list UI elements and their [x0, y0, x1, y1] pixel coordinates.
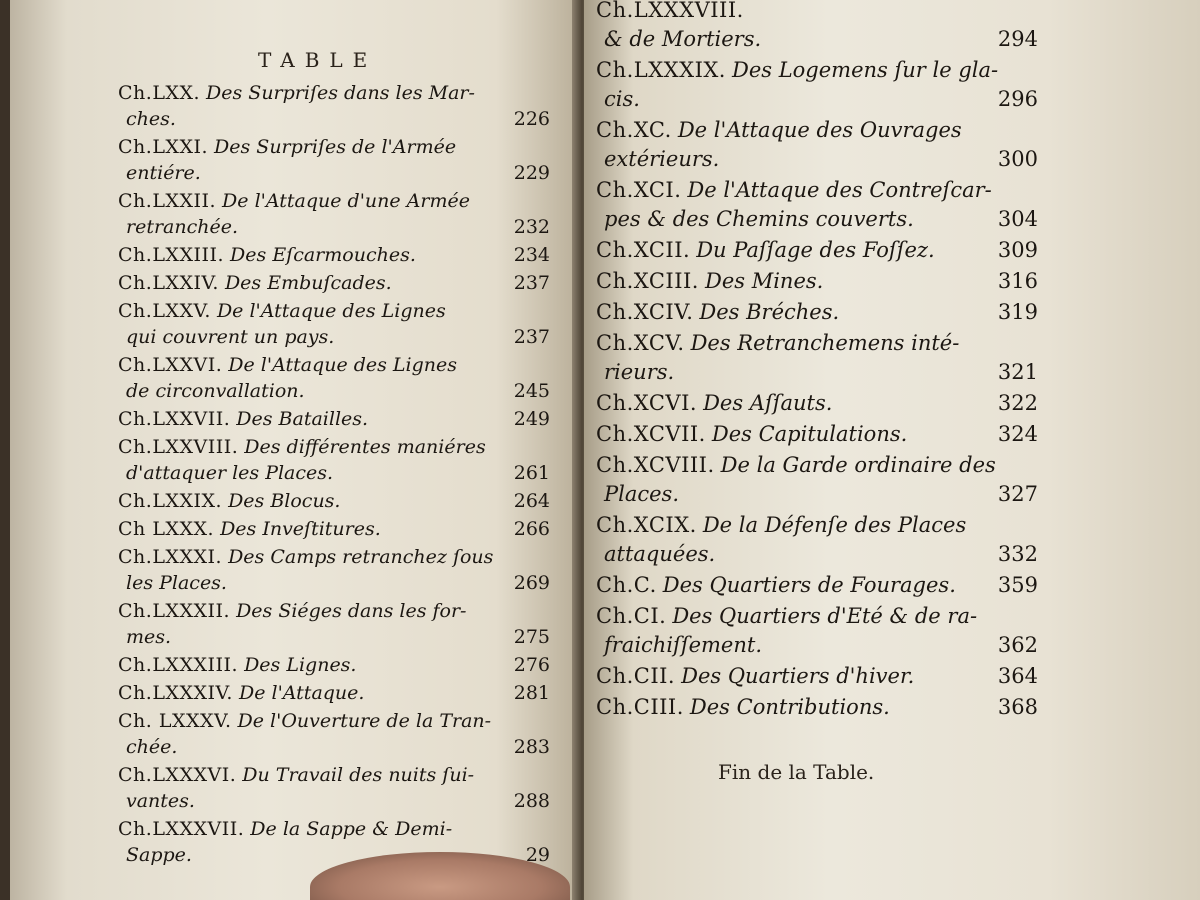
- toc-entry: [118, 516, 550, 542]
- chapter-number: Ch LXXX.: [118, 518, 215, 540]
- chapter-number: Ch.LXXXVII.: [118, 818, 245, 840]
- toc-entry: [118, 298, 550, 350]
- chapter-title-continuation: cis.: [604, 87, 640, 111]
- chapter-number: Ch.XC.: [596, 118, 672, 142]
- toc-entry-line: [596, 420, 1038, 449]
- toc-entry: [118, 352, 550, 404]
- chapter-number: Ch. LXXXV.: [118, 710, 232, 732]
- toc-entry-continuation: [596, 480, 1038, 509]
- toc-entry-line: [596, 571, 1038, 600]
- chapter-number: Ch.LXXI.: [118, 136, 209, 158]
- toc-entry-continuation: [596, 540, 1038, 569]
- toc-entry: [118, 652, 550, 678]
- chapter-title: De la Garde ordinaire des: [720, 453, 996, 477]
- chapter-number: Ch.XCVIII.: [596, 453, 715, 477]
- toc-entry-line: [118, 652, 550, 678]
- toc-entry-line: [596, 511, 1038, 540]
- toc-entry: [596, 451, 1038, 509]
- toc-entry-continuation: [596, 25, 1038, 54]
- page-number: 309: [997, 238, 1038, 262]
- chapter-title: Des Capitulations.: [711, 422, 908, 446]
- chapter-title-continuation: rieurs.: [604, 360, 675, 384]
- toc-entry: [118, 434, 550, 486]
- chapter-number: Ch.LXX.: [118, 82, 201, 104]
- toc-entry-line: [596, 116, 1038, 145]
- page-number: 327: [997, 482, 1038, 506]
- toc-entry-continuation: [118, 570, 550, 596]
- chapter-number: Ch.LXXIX.: [118, 490, 223, 512]
- chapter-title-continuation: pes & des Chemins couverts.: [604, 207, 914, 231]
- chapter-number: Ch.LXXIV.: [118, 272, 219, 294]
- toc-entry-line: [596, 56, 1038, 85]
- chapter-number: Ch.XCIV.: [596, 300, 694, 324]
- chapter-title: Des Bréches.: [699, 300, 840, 324]
- chapter-title-continuation: chée.: [126, 736, 178, 758]
- toc-entry-line: [118, 434, 550, 460]
- toc-entry: [596, 571, 1038, 600]
- toc-entry: [596, 176, 1038, 234]
- chapter-number: Ch.LXXII.: [118, 190, 217, 212]
- chapter-title: Des Logemens ſur le gla-: [732, 58, 999, 82]
- chapter-title-continuation: Places.: [604, 482, 680, 506]
- page-number: 359: [997, 573, 1038, 597]
- toc-entry-continuation: [118, 160, 550, 186]
- chapter-number: Ch.CI.: [596, 604, 667, 628]
- page-number: 364: [997, 664, 1038, 688]
- chapter-title: Des Inveſtitures.: [220, 518, 381, 540]
- chapter-number: Ch.XCI.: [596, 178, 682, 202]
- chapter-number: Ch.LXXV.: [118, 300, 211, 322]
- page-number: 229: [513, 162, 550, 184]
- chapter-title-continuation: mes.: [126, 626, 172, 648]
- chapter-title: De l'Attaque des Lignes: [216, 300, 446, 322]
- chapter-title: Des Batailles.: [236, 408, 369, 430]
- page-number: 237: [513, 272, 550, 294]
- left-entry-list: [118, 80, 550, 870]
- page-number: 296: [997, 87, 1038, 111]
- toc-entry: [596, 116, 1038, 174]
- toc-entry: [596, 602, 1038, 660]
- toc-entry-continuation: [118, 106, 550, 132]
- chapter-title: De l'Attaque des Lignes: [228, 354, 458, 376]
- toc-entry-continuation: [596, 85, 1038, 114]
- toc-entry: [596, 511, 1038, 569]
- page-number: 269: [513, 572, 550, 594]
- page-number: 249: [513, 408, 550, 430]
- chapter-number: Ch.LXXVI.: [118, 354, 223, 376]
- chapter-title: Du Paſſage des Foſſez.: [696, 238, 935, 262]
- toc-entry-line: [118, 352, 550, 378]
- toc-entry: [596, 693, 1038, 722]
- chapter-title-continuation: vantes.: [126, 790, 195, 812]
- toc-entry: [118, 242, 550, 268]
- toc-entry-line: [596, 451, 1038, 480]
- chapter-number: Ch.XCVI.: [596, 391, 698, 415]
- toc-entry-line: [118, 242, 550, 268]
- chapter-title: De l'Attaque d'une Armée: [222, 190, 470, 212]
- chapter-title: Des Siéges dans les for-: [236, 600, 467, 622]
- chapter-title-continuation: fraichiſſement.: [604, 633, 763, 657]
- page-number: 281: [513, 682, 550, 704]
- toc-entry: [596, 0, 1038, 54]
- toc-entry: [118, 270, 550, 296]
- page-number: 234: [513, 244, 550, 266]
- toc-entry-continuation: [118, 324, 550, 350]
- toc-entry-continuation: [596, 631, 1038, 660]
- toc-entry: [118, 188, 550, 240]
- chapter-title-continuation: les Places.: [126, 572, 227, 594]
- chapter-number: Ch.LXXXIV.: [118, 682, 233, 704]
- chapter-number: Ch.LXXVII.: [118, 408, 231, 430]
- chapter-number: Ch.CII.: [596, 664, 676, 688]
- chapter-number: Ch.CIII.: [596, 695, 684, 719]
- chapter-title: Des Contributions.: [689, 695, 890, 719]
- toc-entry: [118, 598, 550, 650]
- toc-entry-line: [118, 298, 550, 324]
- toc-entry-line: [596, 0, 1038, 25]
- chapter-title: De la Sappe & Demi-: [250, 818, 453, 840]
- chapter-title: Des Quartiers d'hiver.: [681, 664, 915, 688]
- chapter-title: Des Surpriſes dans les Mar-: [206, 82, 475, 104]
- page-number: 288: [513, 790, 550, 812]
- toc-entry-continuation: [118, 788, 550, 814]
- chapter-number: Ch.XCIII.: [596, 269, 699, 293]
- toc-entry-line: [596, 267, 1038, 296]
- end-of-table-text: Fin de la Table.: [718, 760, 875, 784]
- chapter-title-continuation: attaquées.: [604, 542, 716, 566]
- toc-entry: [596, 298, 1038, 327]
- chapter-title: De l'Attaque des Contreſcar-: [687, 178, 992, 202]
- page-number: 322: [997, 391, 1038, 415]
- toc-entry-continuation: [596, 205, 1038, 234]
- page-number: 237: [513, 326, 550, 348]
- toc-entry-line: [596, 662, 1038, 691]
- toc-entry-line: [118, 598, 550, 624]
- toc-entry: [596, 389, 1038, 418]
- chapter-title: De l'Attaque des Ouvrages: [677, 118, 962, 142]
- chapter-title: Des Quartiers d'Eté & de ra-: [672, 604, 978, 628]
- page-number: 276: [513, 654, 550, 676]
- chapter-title: Des Surpriſes de l'Armée: [214, 136, 457, 158]
- chapter-title: De l'Attaque.: [238, 682, 365, 704]
- page-number: 29: [525, 844, 550, 866]
- toc-entry-line: [596, 602, 1038, 631]
- chapter-title-continuation: extérieurs.: [604, 147, 720, 171]
- chapter-title: Des différentes maniéres: [244, 436, 486, 458]
- toc-entry-line: [118, 488, 550, 514]
- page-number: 319: [997, 300, 1038, 324]
- toc-entry: [596, 662, 1038, 691]
- chapter-title: De l'Ouverture de la Tran-: [237, 710, 492, 732]
- chapter-number: Ch.LXXVIII.: [118, 436, 239, 458]
- chapter-number: Ch.XCII.: [596, 238, 691, 262]
- toc-entry: [118, 134, 550, 186]
- left-page: [10, 0, 582, 900]
- page-number: 368: [997, 695, 1038, 719]
- toc-entry-continuation: [118, 378, 550, 404]
- chapter-title: Des Quartiers de Fourages.: [662, 573, 956, 597]
- page-number: 266: [513, 518, 550, 540]
- page-number: 324: [997, 422, 1038, 446]
- page-number: 226: [513, 108, 550, 130]
- toc-entry-continuation: [596, 145, 1038, 174]
- page-number: 264: [513, 490, 550, 512]
- chapter-number: Ch.XCV.: [596, 331, 685, 355]
- toc-entry: [118, 762, 550, 814]
- toc-entry-line: [118, 516, 550, 542]
- page-number: 300: [997, 147, 1038, 171]
- toc-entry: [118, 544, 550, 596]
- toc-entry: [596, 56, 1038, 114]
- chapter-number: Ch.LXXIII.: [118, 244, 225, 266]
- toc-entry-line: [118, 544, 550, 570]
- page-number: 332: [997, 542, 1038, 566]
- toc-entry: [118, 406, 550, 432]
- page-number: 261: [513, 462, 550, 484]
- toc-entry-line: [596, 298, 1038, 327]
- toc-entry: [596, 267, 1038, 296]
- chapter-title-continuation: ches.: [126, 108, 176, 130]
- page-number: 362: [997, 633, 1038, 657]
- toc-entry: [596, 236, 1038, 265]
- page-number: 245: [513, 380, 550, 402]
- chapter-number: Ch.LXXXIX.: [596, 58, 726, 82]
- chapter-title-continuation: entiére.: [126, 162, 201, 184]
- page-number: 275: [513, 626, 550, 648]
- page-number: 321: [997, 360, 1038, 384]
- chapter-title: Des Embuſcades.: [224, 272, 392, 294]
- chapter-title: Des Retranchemens inté-: [690, 331, 960, 355]
- toc-entry-line: [118, 80, 550, 106]
- chapter-title: Des Eſcarmouches.: [230, 244, 416, 266]
- toc-entry-line: [596, 329, 1038, 358]
- toc-entry-continuation: [118, 214, 550, 240]
- toc-entry-line: [118, 188, 550, 214]
- toc-entry: [596, 420, 1038, 449]
- chapter-title: Des Mines.: [704, 269, 824, 293]
- page-number: 316: [997, 269, 1038, 293]
- toc-entry-continuation: [118, 734, 550, 760]
- chapter-title-continuation: & de Mortiers.: [604, 27, 762, 51]
- chapter-title: Des Blocus.: [228, 490, 341, 512]
- toc-entry: [118, 488, 550, 514]
- chapter-number: Ch.XCVII.: [596, 422, 706, 446]
- toc-entry-line: [596, 693, 1038, 722]
- chapter-number: Ch.C.: [596, 573, 657, 597]
- toc-entry-continuation: [118, 624, 550, 650]
- toc-entry-line: [118, 134, 550, 160]
- chapter-title: Des Lignes.: [244, 654, 357, 676]
- toc-entry: [118, 80, 550, 132]
- page-header: TABLE: [258, 48, 378, 72]
- toc-entry: [596, 329, 1038, 387]
- toc-entry: [118, 680, 550, 706]
- toc-entry-line: [596, 236, 1038, 265]
- toc-entry-continuation: [596, 358, 1038, 387]
- chapter-title-continuation: de circonvallation.: [126, 380, 305, 402]
- toc-entry: [118, 708, 550, 760]
- toc-entry-line: [118, 406, 550, 432]
- page-number: 232: [513, 216, 550, 238]
- toc-entry-continuation: [118, 460, 550, 486]
- right-entry-list: [596, 0, 1038, 724]
- toc-entry-line: [118, 270, 550, 296]
- chapter-number: Ch.LXXXVIII.: [596, 0, 744, 22]
- chapter-number: Ch.XCIX.: [596, 513, 697, 537]
- right-page: [584, 0, 1200, 900]
- chapter-title: [750, 0, 1038, 25]
- chapter-title: Du Travail des nuits ſui-: [242, 764, 475, 786]
- chapter-number: Ch.LXXXIII.: [118, 654, 239, 676]
- page-number: 294: [997, 27, 1038, 51]
- chapter-number: Ch.LXXXVI.: [118, 764, 237, 786]
- toc-entry-line: [596, 176, 1038, 205]
- page-number: 304: [997, 207, 1038, 231]
- page-number: 283: [513, 736, 550, 758]
- toc-entry-line: [118, 816, 550, 842]
- chapter-title-continuation: Sappe.: [126, 844, 192, 866]
- chapter-number: Ch.LXXXII.: [118, 600, 231, 622]
- toc-entry-line: [118, 708, 550, 734]
- toc-entry-line: [118, 680, 550, 706]
- chapter-title-continuation: d'attaquer les Places.: [126, 462, 334, 484]
- chapter-title: Des Camps retranchez ſous: [228, 546, 494, 568]
- chapter-number: Ch.LXXXI.: [118, 546, 223, 568]
- toc-entry-line: [118, 762, 550, 788]
- chapter-title-continuation: qui couvrent un pays.: [126, 326, 335, 348]
- toc-entry-line: [596, 389, 1038, 418]
- chapter-title-continuation: retranchée.: [126, 216, 239, 238]
- chapter-title: De la Défenſe des Places: [702, 513, 967, 537]
- chapter-title: Des Aſſauts.: [703, 391, 833, 415]
